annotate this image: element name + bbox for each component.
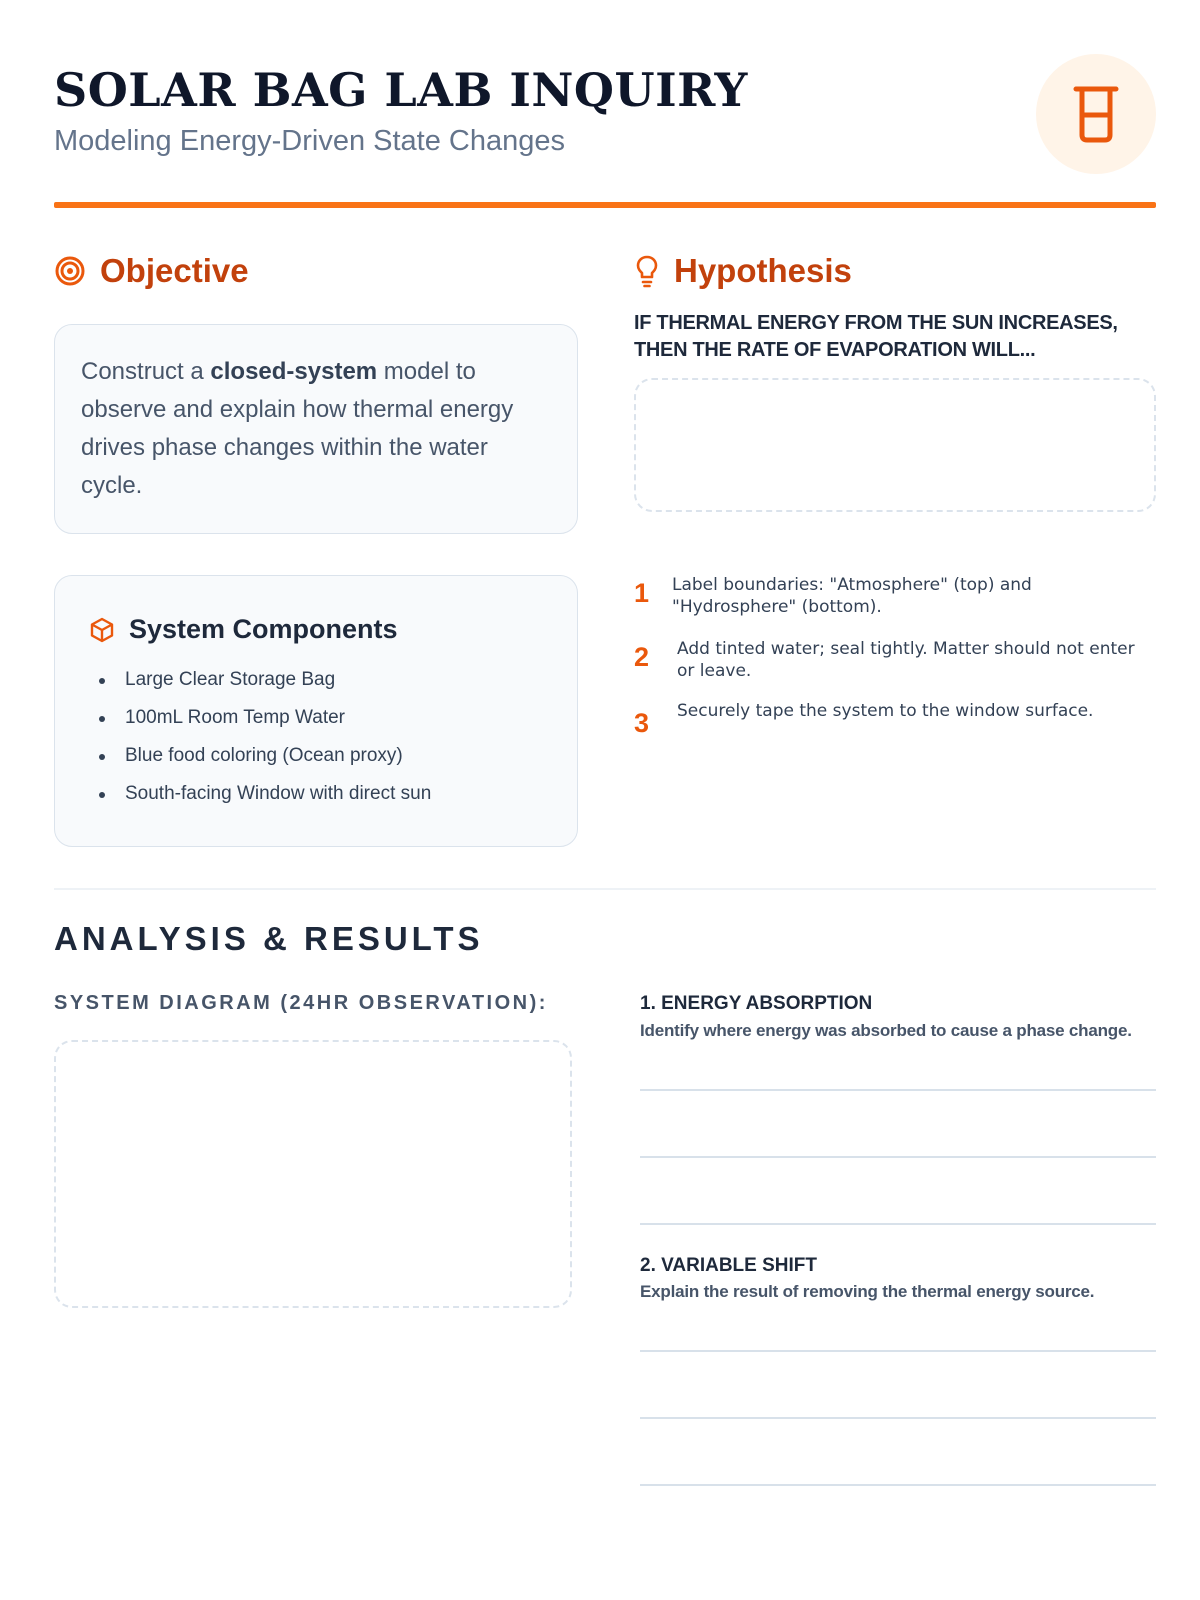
step-number: 1: [634, 578, 650, 608]
answer-line[interactable]: [640, 1484, 1156, 1486]
hypothesis-answer-box[interactable]: [634, 378, 1156, 512]
page-title: SOLAR BAG LAB INQUIRY: [54, 63, 748, 117]
question-1-description: Identify where energy was absorbed to cause a phase change.: [640, 1021, 1132, 1040]
header-rule: [54, 202, 1156, 208]
components-heading: [89, 614, 545, 645]
hypothesis-heading: [634, 252, 852, 290]
hypothesis-prompt: IF THERMAL ENERGY FROM THE SUN INCREASES, THEN THE RATE OF EVAPORATION WILL...: [634, 312, 1118, 361]
question-2-description: Explain the result of removing the thermal energy source.: [640, 1282, 1095, 1301]
list-item: South-facing Window with direct sun: [89, 775, 545, 813]
procedure-steps: [634, 574, 1156, 754]
target-icon: [54, 255, 86, 287]
lightbulb-icon: [634, 254, 660, 288]
section-divider: [54, 888, 1156, 890]
page-subtitle: Modeling Energy-Driven State Changes: [54, 125, 565, 157]
worksheet-page: [54, 0, 1156, 1600]
step-text: Securely tape the system to the window surface.: [677, 701, 1094, 721]
answer-line[interactable]: [640, 1223, 1156, 1225]
diagram-drawing-box[interactable]: [54, 1040, 572, 1308]
question-2-title: 2. VARIABLE SHIFT: [640, 1255, 817, 1276]
components-list: [89, 661, 545, 813]
analysis-title: ANALYSIS & RESULTS: [54, 920, 484, 957]
cube-icon: [89, 617, 115, 643]
hypothesis-title: Hypothesis: [674, 252, 852, 289]
list-item: Blue food coloring (Ocean proxy): [89, 737, 545, 775]
objective-card: [54, 324, 578, 534]
question-1-title: 1. ENERGY ABSORPTION: [640, 993, 873, 1014]
beaker-badge: [1036, 54, 1156, 174]
components-title: System Components: [129, 614, 398, 644]
list-item: 100mL Room Temp Water: [89, 699, 545, 737]
step-text: Add tinted water; seal tightly. Matter should not enter or leave.: [677, 639, 1135, 681]
diagram-label: SYSTEM DIAGRAM (24HR OBSERVATION):: [54, 992, 548, 1014]
list-item: Large Clear Storage Bag: [89, 661, 545, 699]
step-text: Label boundaries: "Atmosphere" (top) and "Hydrosphere" (bottom).: [672, 575, 1032, 617]
answer-line[interactable]: [640, 1089, 1156, 1091]
header: [54, 62, 1156, 182]
answer-line[interactable]: [640, 1350, 1156, 1352]
components-card: [54, 575, 578, 847]
step-number: 3: [634, 708, 650, 738]
objective-title: Objective: [100, 252, 249, 289]
answer-line[interactable]: [640, 1156, 1156, 1158]
objective-text: Construct a closed-system model to observe and explain how thermal energy drives phase changes within the water cycle.: [81, 358, 514, 499]
objective-keyword: closed-system: [210, 358, 378, 385]
objective-heading: [54, 252, 249, 290]
beaker-icon: [1070, 83, 1122, 145]
answer-line[interactable]: [640, 1417, 1156, 1419]
step-number: 2: [634, 642, 650, 672]
